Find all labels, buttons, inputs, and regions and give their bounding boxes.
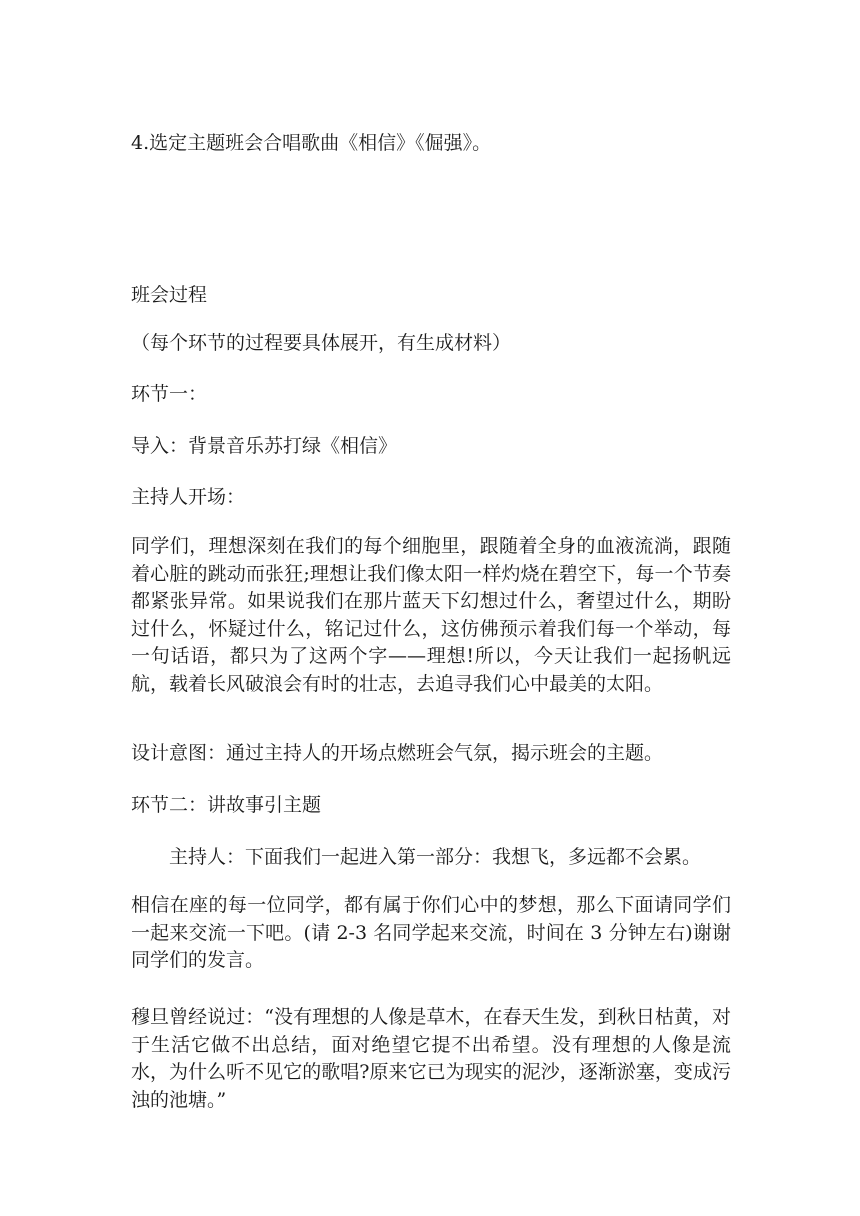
item-4-text: 4.选定主题班会合唱歌曲《相信》《倔强》。 — [131, 132, 492, 154]
segment-1-intro: 导入：背景音乐苏打绿《相信》 — [131, 435, 398, 457]
quote-paragraph: 穆旦曾经说过：“没有理想的人像是草木，在春天生发，到秋日枯黄，对于生活它做不出总结，面对绝望它提不出希望。没有理想的人像是流水，为什么听不见它的歌唱?原来它已为现实的泥沙，逐渐淤塞，变成污浊的池塘。” — [131, 1006, 731, 1111]
segment-1-title: 环节一： — [131, 383, 208, 405]
host-part-1: 主持人：下面我们一起进入第一部分：我想飞，多远都不会累。 — [169, 846, 702, 868]
process-note: （每个环节的过程要具体展开，有生成材料） — [131, 332, 512, 354]
process-heading: 班会过程 — [131, 284, 208, 306]
host-opening-label: 主持人开场： — [131, 486, 246, 508]
design-intent: 设计意图：通过主持人的开场点燃班会气氛，揭示班会的主题。 — [131, 742, 664, 764]
host-opening-paragraph: 同学们，理想深刻在我们的每个细胞里，跟随着全身的血液流淌，跟随着心脏的跳动而张狂;理想让我们像太阳一样灼烧在碧空下，每一个节奏都紧张异常。如果说我们在那片蓝天下幻想过什么，奢望过什么，期盼过什么，怀疑过什么，铭记过什么，这仿佛预示着我们每一个举动，每一句话语，都只为了这两个字——理想!所以，今天让我们一起扬帆远航，载着长风破浪会有时的壮志，去追寻我们心中最美的太阳。 — [131, 535, 731, 695]
exchange-paragraph: 相信在座的每一位同学，都有属于你们心中的梦想，那么下面请同学们一起来交流一下吧。(请 2-3 名同学起来交流，时间在 3 分钟左右)谢谢同学们的发言。 — [131, 894, 731, 971]
segment-2-title: 环节二：讲故事引主题 — [131, 794, 322, 816]
